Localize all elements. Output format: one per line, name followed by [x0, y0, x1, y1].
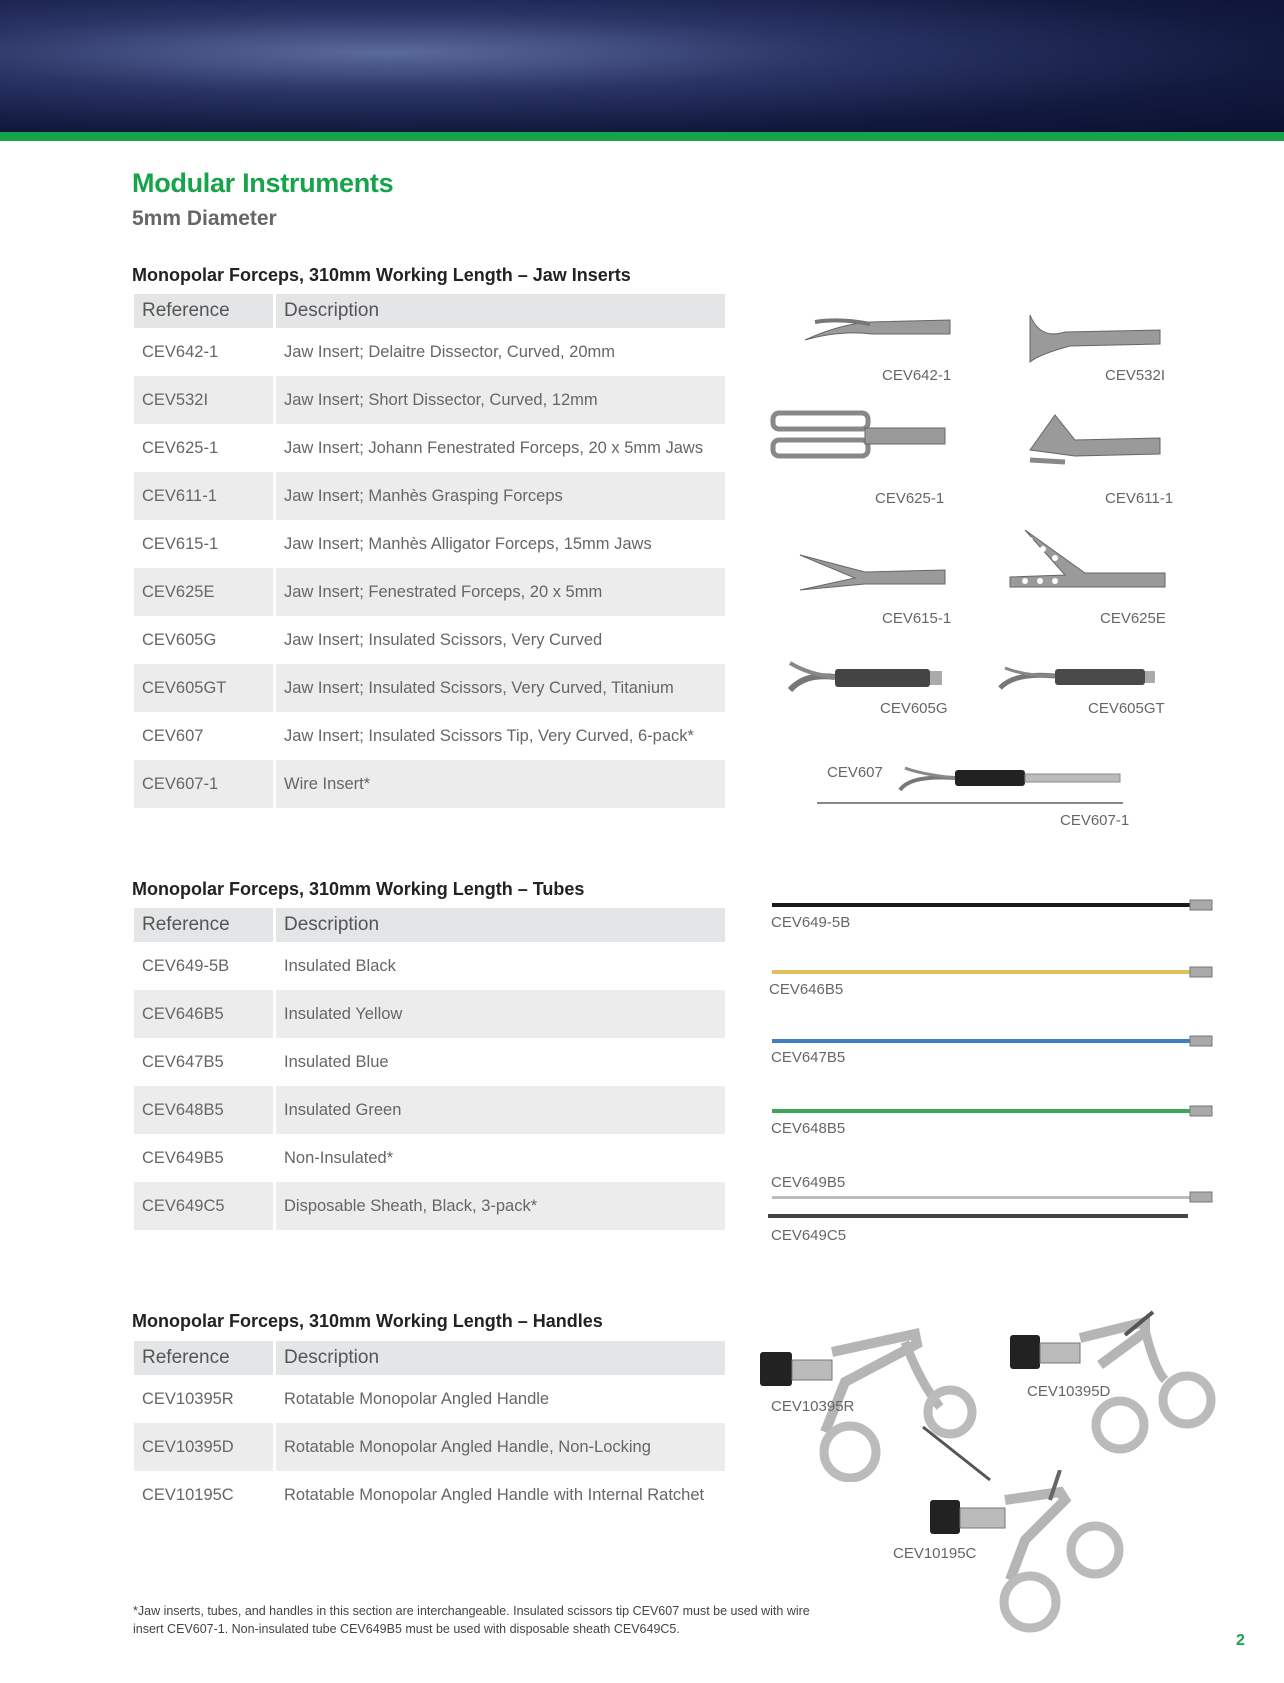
- description-cell: Non-Insulated*: [284, 1148, 394, 1167]
- figure-label: CEV532I: [1105, 367, 1166, 384]
- figure-label: CEV607: [827, 764, 883, 781]
- table-row: [134, 760, 725, 808]
- section-heading-handles: Monopolar Forceps, 310mm Working Length – Handles: [132, 1311, 603, 1331]
- description-cell: Jaw Insert; Short Dissector, Curved, 12mm: [276, 376, 725, 424]
- jaw-insert-cev625e-image: [1005, 525, 1170, 595]
- figure-label: CEV625E: [1100, 610, 1166, 627]
- column-header-reference: Reference: [134, 1341, 273, 1375]
- reference-cell: CEV532I: [134, 376, 273, 424]
- jaw-insert-cev625-1-image: [770, 408, 950, 468]
- tube-cev647b5-image: [770, 1034, 1225, 1048]
- description-cell: Jaw Insert; Insulated Scissors Tip, Very Curved, 6-pack*: [284, 726, 694, 745]
- table-row: [134, 1134, 725, 1182]
- figure-label: CEV649B5: [771, 1174, 846, 1191]
- handles-table: [131, 1341, 728, 1519]
- table-row: [134, 472, 725, 520]
- table-row: [134, 1038, 725, 1086]
- figure-label: CEV646B5: [769, 981, 844, 998]
- wire-insert-cev607-1-image: [817, 800, 1127, 806]
- reference-cell: CEV605G: [142, 630, 217, 649]
- tube-cev649-5b-image: [770, 898, 1225, 912]
- tubes-table: [131, 908, 728, 1230]
- column-header-description: Description: [276, 1341, 725, 1375]
- figure-label: CEV607-1: [1060, 812, 1130, 829]
- table-row: [134, 942, 725, 990]
- reference-cell: CEV649C5: [134, 1182, 273, 1230]
- figure-label: CEV10195C: [893, 1545, 977, 1562]
- table-row: [134, 1182, 725, 1230]
- reference-cell: CEV10395R: [142, 1389, 234, 1408]
- table-header-row: [134, 908, 725, 942]
- jaw-insert-cev611-1-image: [1025, 410, 1165, 470]
- page-title: Modular Instruments: [132, 168, 394, 198]
- table-row: [134, 664, 725, 712]
- table-row: [134, 1423, 725, 1471]
- reference-cell: CEV625-1: [142, 438, 219, 457]
- tube-cev648b5-image: [770, 1104, 1225, 1118]
- table-row: [134, 568, 725, 616]
- figure-label: CEV615-1: [882, 610, 952, 627]
- table-row: [134, 616, 725, 664]
- description-cell: Rotatable Monopolar Angled Handle, Non-Locking: [276, 1423, 725, 1471]
- reference-cell: CEV10395D: [134, 1423, 273, 1471]
- table-row: [134, 1375, 725, 1423]
- figure-label: CEV625-1: [875, 490, 945, 507]
- reference-cell: CEV647B5: [142, 1052, 224, 1071]
- section-heading-jaw-inserts: Monopolar Forceps, 310mm Working Length – Jaw Inserts: [132, 265, 631, 285]
- figure-label: CEV649C5: [771, 1227, 847, 1244]
- table-row: [134, 424, 725, 472]
- jaw-insert-cev532i-image: [1025, 310, 1165, 365]
- description-cell: Jaw Insert; Manhès Alligator Forceps, 15mm Jaws: [284, 534, 652, 553]
- description-cell: Rotatable Monopolar Angled Handle: [284, 1389, 550, 1408]
- description-cell: Insulated Black: [284, 956, 396, 975]
- reference-cell: CEV625E: [134, 568, 273, 616]
- page-number: 2: [1236, 1632, 1245, 1649]
- jaw-inserts-table: [131, 294, 728, 808]
- footnote: *Jaw inserts, tubes, and handles in this section are interchangeable. Insulated scissors tip CEV607 must be used with wire insert CEV607-1. Non-insulated tube CEV649B5 must be used with disposable sheath CEV649C5.: [133, 1604, 810, 1636]
- table-header-row: [134, 1341, 725, 1375]
- table-header-row: [134, 294, 725, 328]
- description-cell: Wire Insert*: [276, 760, 725, 808]
- reference-cell: CEV10195C: [142, 1485, 234, 1504]
- reference-cell: CEV605GT: [134, 664, 273, 712]
- reference-cell: CEV615-1: [142, 534, 219, 553]
- jaw-insert-cev605g-image: [785, 655, 950, 695]
- column-header-reference: Reference: [134, 908, 273, 942]
- table-row: [134, 990, 725, 1038]
- column-header-description: Description: [276, 908, 725, 942]
- figure-label: CEV648B5: [771, 1120, 846, 1137]
- reference-cell: CEV648B5: [134, 1086, 273, 1134]
- column-header-reference: Reference: [134, 294, 273, 328]
- tube-cev646b5-image: [770, 965, 1225, 979]
- reference-cell: CEV607: [142, 726, 204, 745]
- page-subtitle: 5mm Diameter: [132, 207, 277, 230]
- reference-cell: CEV646B5: [134, 990, 273, 1038]
- column-header-description: Description: [276, 294, 725, 328]
- reference-cell: CEV611-1: [134, 472, 273, 520]
- description-cell: Insulated Yellow: [276, 990, 725, 1038]
- figure-label: CEV649-5B: [771, 914, 851, 931]
- reference-cell: CEV607-1: [134, 760, 273, 808]
- description-cell: Jaw Insert; Johann Fenestrated Forceps, 20 x 5mm Jaws: [284, 438, 704, 457]
- description-cell: Rotatable Monopolar Angled Handle with Internal Ratchet: [284, 1485, 705, 1504]
- description-cell: Jaw Insert; Fenestrated Forceps, 20 x 5mm: [276, 568, 725, 616]
- sheath-cev649c5-image: [768, 1212, 1193, 1220]
- description-cell: Disposable Sheath, Black, 3-pack*: [276, 1182, 725, 1230]
- table-row: [134, 376, 725, 424]
- figure-label: CEV10395D: [1027, 1383, 1111, 1400]
- header-green-stripe: [0, 132, 1284, 141]
- table-row: [134, 328, 725, 376]
- description-cell: Insulated Blue: [284, 1052, 389, 1071]
- table-row: [134, 712, 725, 760]
- jaw-insert-cev605gt-image: [995, 660, 1160, 695]
- tube-cev649b5-image: [770, 1190, 1225, 1204]
- description-cell: Jaw Insert; Insulated Scissors, Very Curved, Titanium: [276, 664, 725, 712]
- jaw-insert-cev642-1-image: [800, 310, 960, 350]
- figure-label: CEV605G: [880, 700, 948, 717]
- description-cell: Jaw Insert; Insulated Scissors, Very Curved: [284, 630, 603, 649]
- reference-cell: CEV642-1: [142, 342, 219, 361]
- header-banner-image: [0, 0, 1284, 132]
- section-heading-tubes: Monopolar Forceps, 310mm Working Length – Tubes: [132, 879, 585, 899]
- figure-label: CEV642-1: [882, 367, 952, 384]
- description-cell: Insulated Green: [276, 1086, 725, 1134]
- description-cell: Jaw Insert; Delaitre Dissector, Curved, 20mm: [284, 342, 616, 361]
- figure-label: CEV605GT: [1088, 700, 1165, 717]
- description-cell: Jaw Insert; Manhès Grasping Forceps: [276, 472, 725, 520]
- reference-cell: CEV649B5: [142, 1148, 224, 1167]
- jaw-insert-cev607-image: [895, 760, 1130, 800]
- table-row: [134, 1471, 725, 1519]
- figure-label: CEV647B5: [771, 1049, 846, 1066]
- figure-label: CEV10395R: [771, 1398, 855, 1415]
- jaw-insert-cev615-1-image: [795, 550, 955, 595]
- table-row: [134, 520, 725, 568]
- figure-label: CEV611-1: [1105, 490, 1174, 507]
- table-row: [134, 1086, 725, 1134]
- reference-cell: CEV649-5B: [142, 956, 230, 975]
